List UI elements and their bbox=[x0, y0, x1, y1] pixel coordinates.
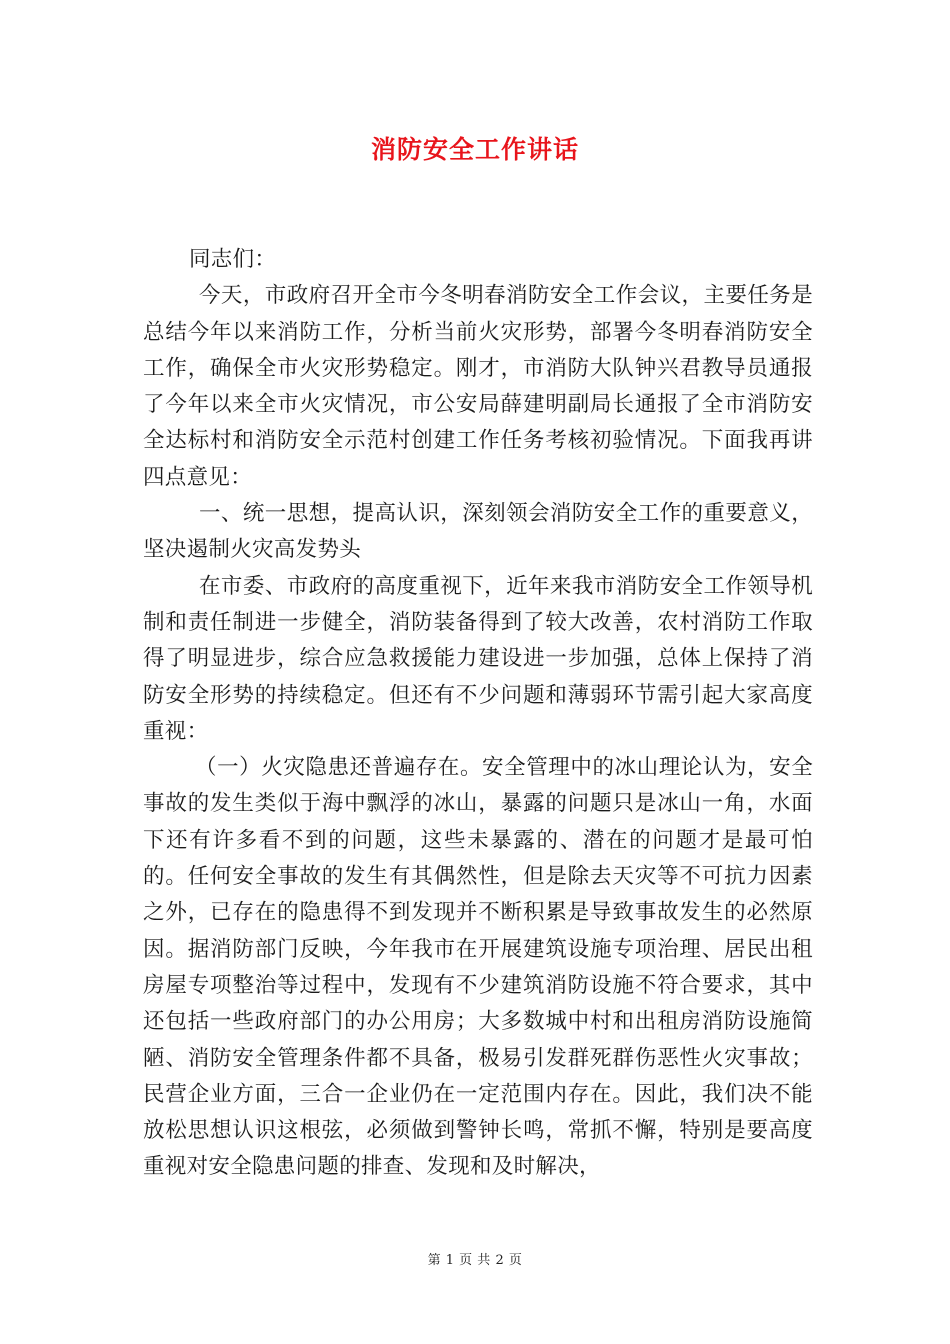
greeting: 同志们： bbox=[189, 247, 277, 272]
section-heading-1: 一、统一思想，提高认识，深刻领会消防安全工作的重要意义，坚决遏制火灾高发势头 bbox=[143, 501, 813, 563]
document-title: 消防安全工作讲话 bbox=[370, 135, 579, 164]
document-body bbox=[143, 242, 813, 1186]
paragraph-intro: 今天，市政府召开全市今冬明春消防安全工作会议，主要任务是总结今年以来消防工作，分析当前火灾形势，部署今冬明春消防安全工作，确保全市火灾形势稳定。刚才，市消防大队钟兴君教导员通报了今年以来全市火灾情况，市公安局薛建明副局长通报了全市消防安全达标村和消防安全示范村创建工作任务考核初验情况。下面我再讲四点意见： bbox=[143, 283, 813, 490]
paragraph-subpoint-1: （一）火灾隐患还普遍存在。安全管理中的冰山理论认为，安全事故的发生类似于海中飘浮的冰山，暴露的问题只是冰山一角，水面下还有许多看不到的问题，这些未暴露的、潜在的问题才是最可怕的。任何安全事故的发生有其偶然性，但是除去天灾等不可抗力因素之外，已存在的隐患得不到发现并不断积累是导致事故发生的必然原因。据消防部门反映，今年我市在开展建筑设施专项治理、居民出租房屋专项整治等过程中，发现有不少建筑消防设施不符合要求，其中还包括一些政府部门的办公用房；大多数城中村和出租房消防设施简陋、消防安全管理条件都不具备，极易引发群死群伤恶性火灾事故；民营企业方面，三合一企业仍在一定范围内存在。因此，我们决不能放松思想认识这根弦，必须做到警钟长鸣，常抓不懈，特别是要高度重视对安全隐患问题的排查、发现和及时解决， bbox=[143, 755, 813, 1180]
page-indicator: 第 1 页 共 2 页 bbox=[427, 1253, 523, 1268]
paragraph-overview: 在市委、市政府的高度重视下，近年来我市消防安全工作领导机制和责任制进一步健全，消防装备得到了较大改善，农村消防工作取得了明显进步，综合应急救援能力建设进一步加强，总体上保持了消防安全形势的持续稳定。但还有不少问题和薄弱环节需引起大家高度重视： bbox=[143, 573, 813, 744]
